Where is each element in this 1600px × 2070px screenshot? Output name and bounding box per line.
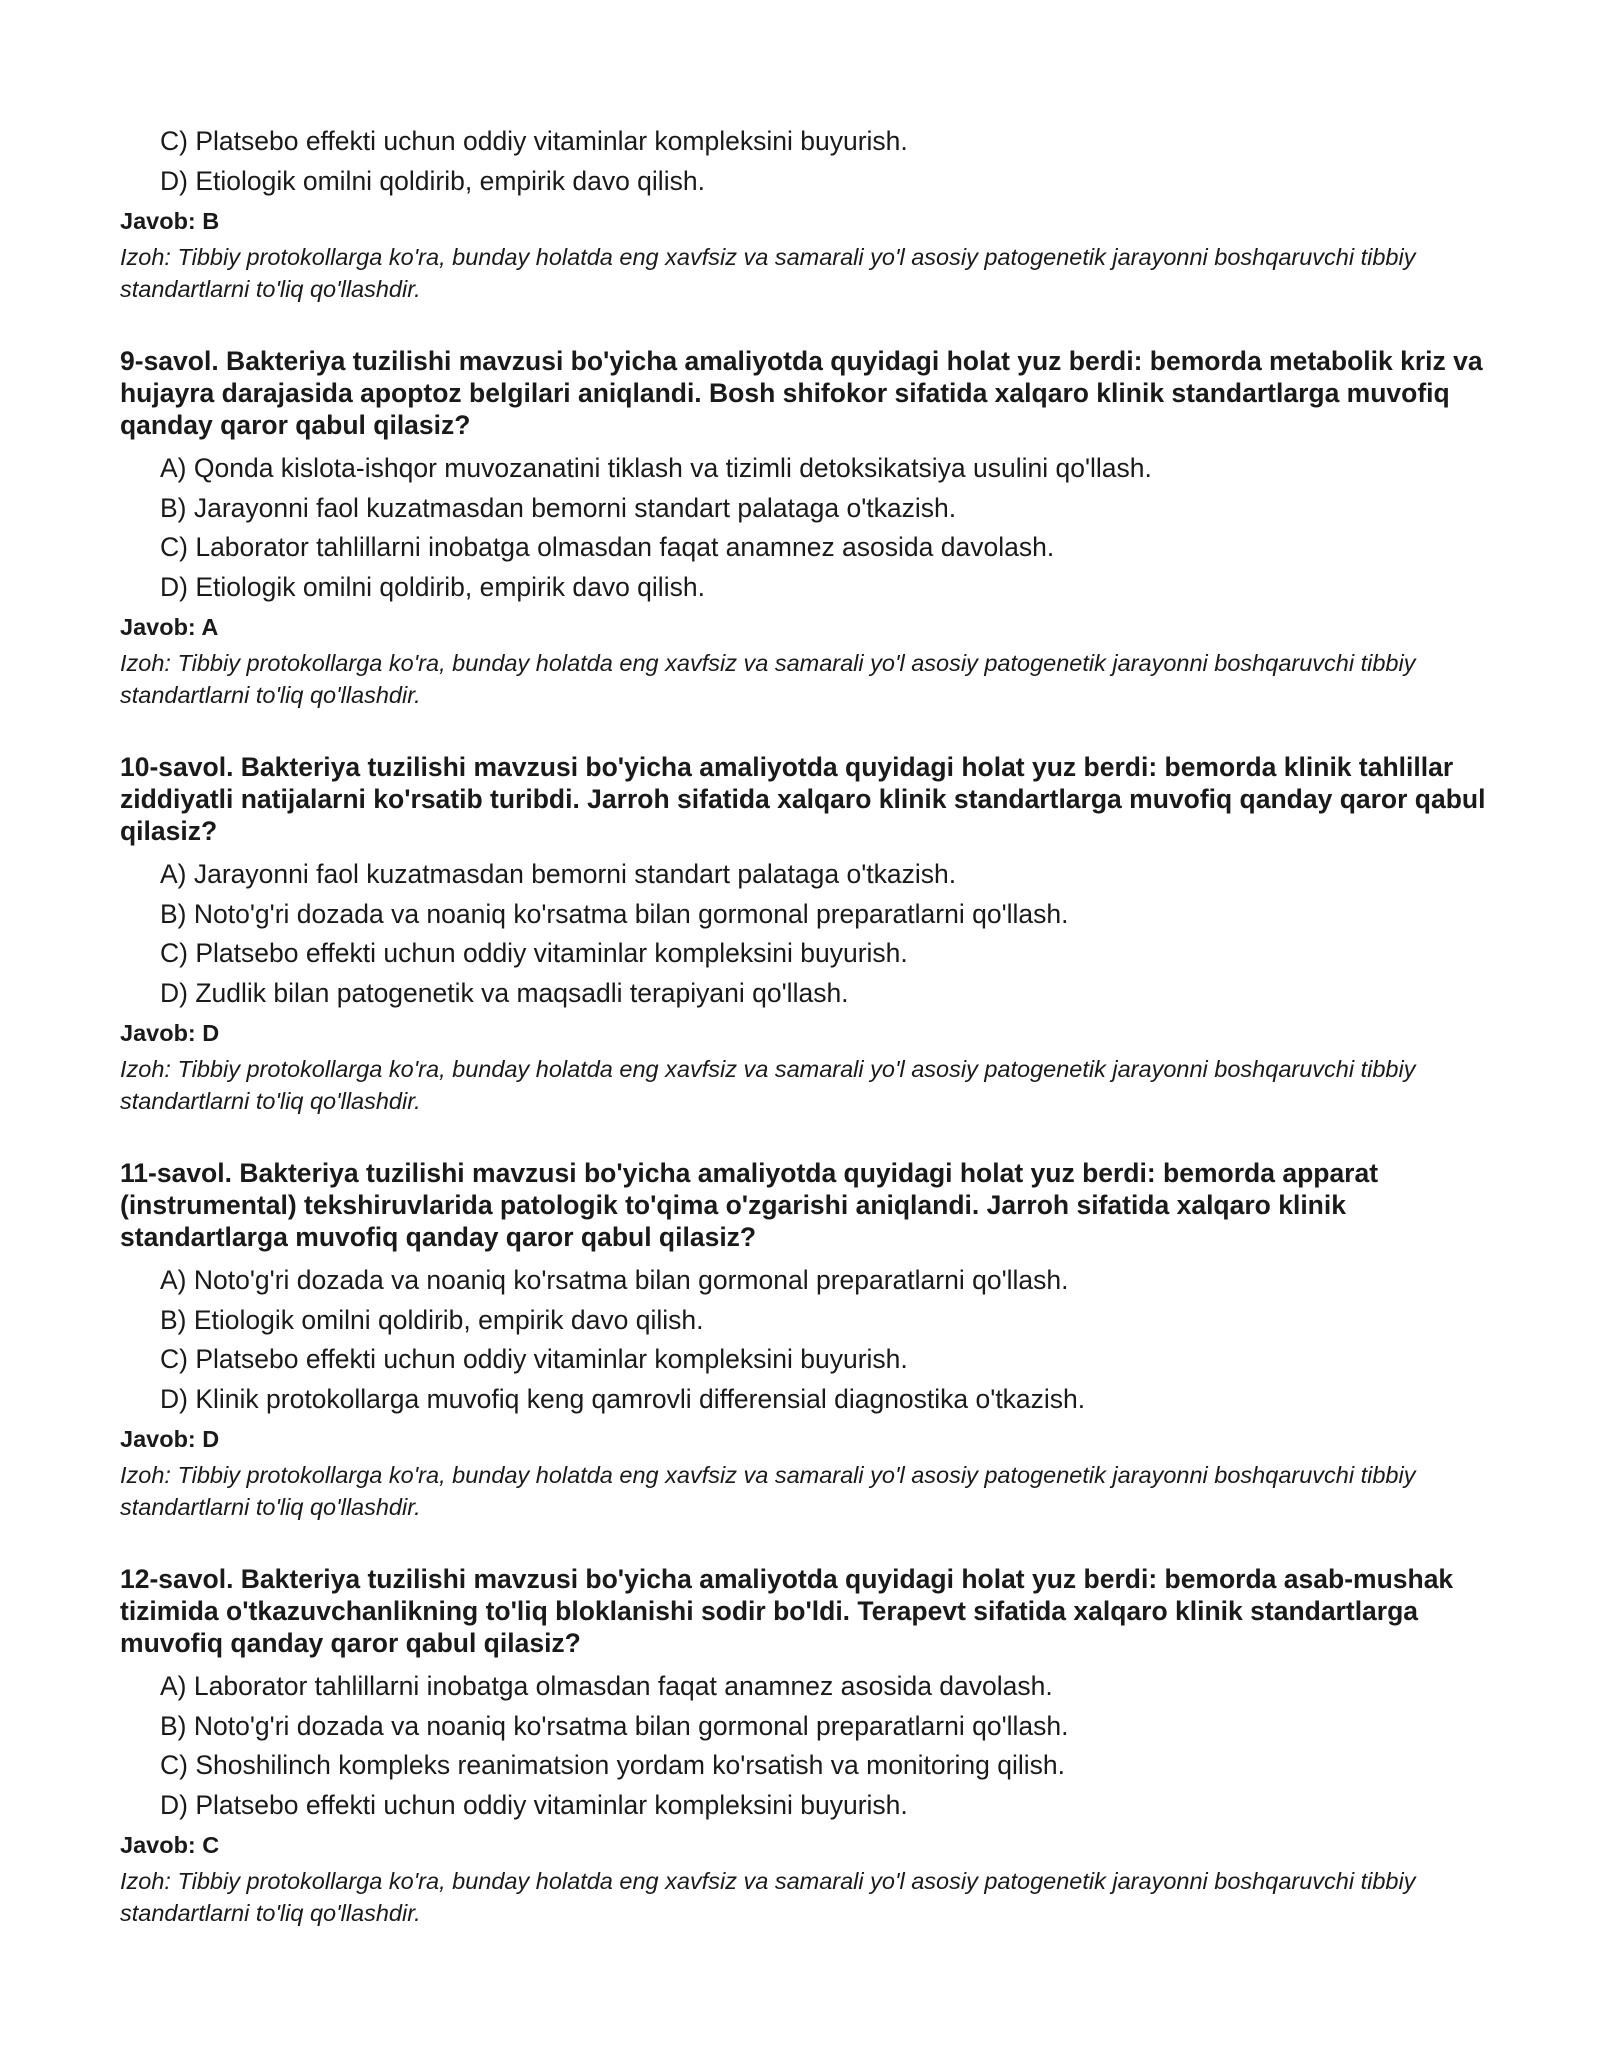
option-b: B) Noto'g'ri dozada va noaniq ko'rsatma bilan gormonal preparatlarni qo'llash.: [160, 1710, 1069, 1741]
explanation-note: Izoh: Tibbiy protokollarga ko'ra, bunday holatda eng xavfsiz va samarali yo'l asosiy patogenetik jarayonni boshqaruvchi tibbiy standartlarni to'liq qo'llashdir.: [120, 1056, 1416, 1114]
option-a: A) Laborator tahlillarni inobatga olmasdan faqat anamnez asosida davolash.: [160, 1671, 1053, 1701]
answer-label: Javob: D: [120, 1426, 220, 1452]
option-a: A) Jarayonni faol kuzatmasdan bemorni standart palataga o'tkazish.: [160, 859, 957, 889]
option-d: D) Etiologik omilni qoldirib, empirik davo qilish.: [160, 165, 705, 196]
option-b: B) Jarayonni faol kuzatmasdan bemorni standart palataga o'tkazish.: [160, 492, 957, 523]
answer-label: Javob: D: [120, 1020, 220, 1046]
explanation-note: Izoh: Tibbiy protokollarga ko'ra, bunday holatda eng xavfsiz va samarali yo'l asosiy patogenetik jarayonni boshqaruvchi tibbiy standartlarni to'liq qo'llashdir.: [120, 1462, 1416, 1520]
answer-label: Javob: C: [120, 1832, 220, 1858]
explanation-note: Izoh: Tibbiy protokollarga ko'ra, bunday holatda eng xavfsiz va samarali yo'l asosiy patogenetik jarayonni boshqaruvchi tibbiy standartlarni to'liq qo'llashdir.: [120, 244, 1416, 302]
option-d: D) Zudlik bilan patogenetik va maqsadli terapiyani qo'llash.: [160, 977, 849, 1008]
option-b: B) Etiologik omilni qoldirib, empirik davo qilish.: [160, 1304, 704, 1335]
option-a: A) Noto'g'ri dozada va noaniq ko'rsatma bilan gormonal preparatlarni qo'llash.: [160, 1265, 1069, 1295]
question-block-10: [120, 751, 1500, 1117]
option-c: C) Platsebo effekti uchun oddiy vitaminlar kompleksini buyurish.: [160, 938, 908, 968]
option-d: D) Etiologik omilni qoldirib, empirik davo qilish.: [160, 571, 705, 602]
question-title: 11-savol. Bakteriya tuzilishi mavzusi bo'yicha amaliyotda quyidagi holat yuz berdi: bemorda apparat (instrumental) tekshiruvlarida patologik to'qima o'zgarishi aniqlandi. Jarroh sifatida xalqaro klinik standartlarga muvofiq qanday qaror qabul qilasiz?: [120, 1158, 1379, 1252]
option-d: D) Klinik protokollarga muvofiq keng qamrovli differensial diagnostika o'tkazish.: [160, 1383, 1086, 1414]
document-content: [120, 122, 1500, 1929]
question-title: 10-savol. Bakteriya tuzilishi mavzusi bo'yicha amaliyotda quyidagi holat yuz berdi: bemorda klinik tahlillar ziddiyatli natijalarni ko'rsatib turibdi. Jarroh sifatida xalqaro klinik standartlarga muvofiq qanday qaror qabul qilasiz?: [120, 752, 1486, 846]
option-b: B) Noto'g'ri dozada va noaniq ko'rsatma bilan gormonal preparatlarni qo'llash.: [160, 898, 1069, 929]
option-c: C) Shoshilinch kompleks reanimatsion yordam ko'rsatish va monitoring qilish.: [160, 1750, 1065, 1780]
answer-label: Javob: A: [120, 614, 219, 640]
option-d: D) Platsebo effekti uchun oddiy vitaminlar kompleksini buyurish.: [160, 1789, 908, 1820]
question-title: 12-savol. Bakteriya tuzilishi mavzusi bo'yicha amaliyotda quyidagi holat yuz berdi: bemorda asab-mushak tizimida o'tkazuvchanlikning to'liq bloklanishi sodir bo'ldi. Terapevt sifatida xalqaro klinik standartlarga muvofiq qanday qaror qabul qilasiz?: [120, 1564, 1454, 1658]
option-a: A) Qonda kislota-ishqor muvozanatini tiklash va tizimli detoksikatsiya usulini qo'llash.: [160, 453, 1152, 483]
explanation-note: Izoh: Tibbiy protokollarga ko'ra, bunday holatda eng xavfsiz va samarali yo'l asosiy patogenetik jarayonni boshqaruvchi tibbiy standartlarni to'liq qo'llashdir.: [120, 1868, 1416, 1926]
question-block-12: [120, 1563, 1500, 1929]
question-block-8-continued: [120, 122, 1500, 305]
option-c: C) Laborator tahlillarni inobatga olmasdan faqat anamnez asosida davolash.: [160, 532, 1055, 562]
question-title: 9-savol. Bakteriya tuzilishi mavzusi bo'yicha amaliyotda quyidagi holat yuz berdi: bemorda metabolik kriz va hujayra darajasida apoptoz belgilari aniqlandi. Bosh shifokor sifatida xalqaro klinik standartlarga muvofiq qanday qaror qabul qilasiz?: [120, 346, 1483, 440]
answer-label: Javob: B: [120, 208, 220, 234]
question-block-9: [120, 345, 1500, 711]
explanation-note: Izoh: Tibbiy protokollarga ko'ra, bunday holatda eng xavfsiz va samarali yo'l asosiy patogenetik jarayonni boshqaruvchi tibbiy standartlarni to'liq qo'llashdir.: [120, 650, 1416, 708]
option-c: C) Platsebo effekti uchun oddiy vitaminlar kompleksini buyurish.: [160, 1344, 908, 1374]
question-block-11: [120, 1157, 1500, 1523]
option-c: C) Platsebo effekti uchun oddiy vitaminlar kompleksini buyurish.: [160, 126, 908, 156]
